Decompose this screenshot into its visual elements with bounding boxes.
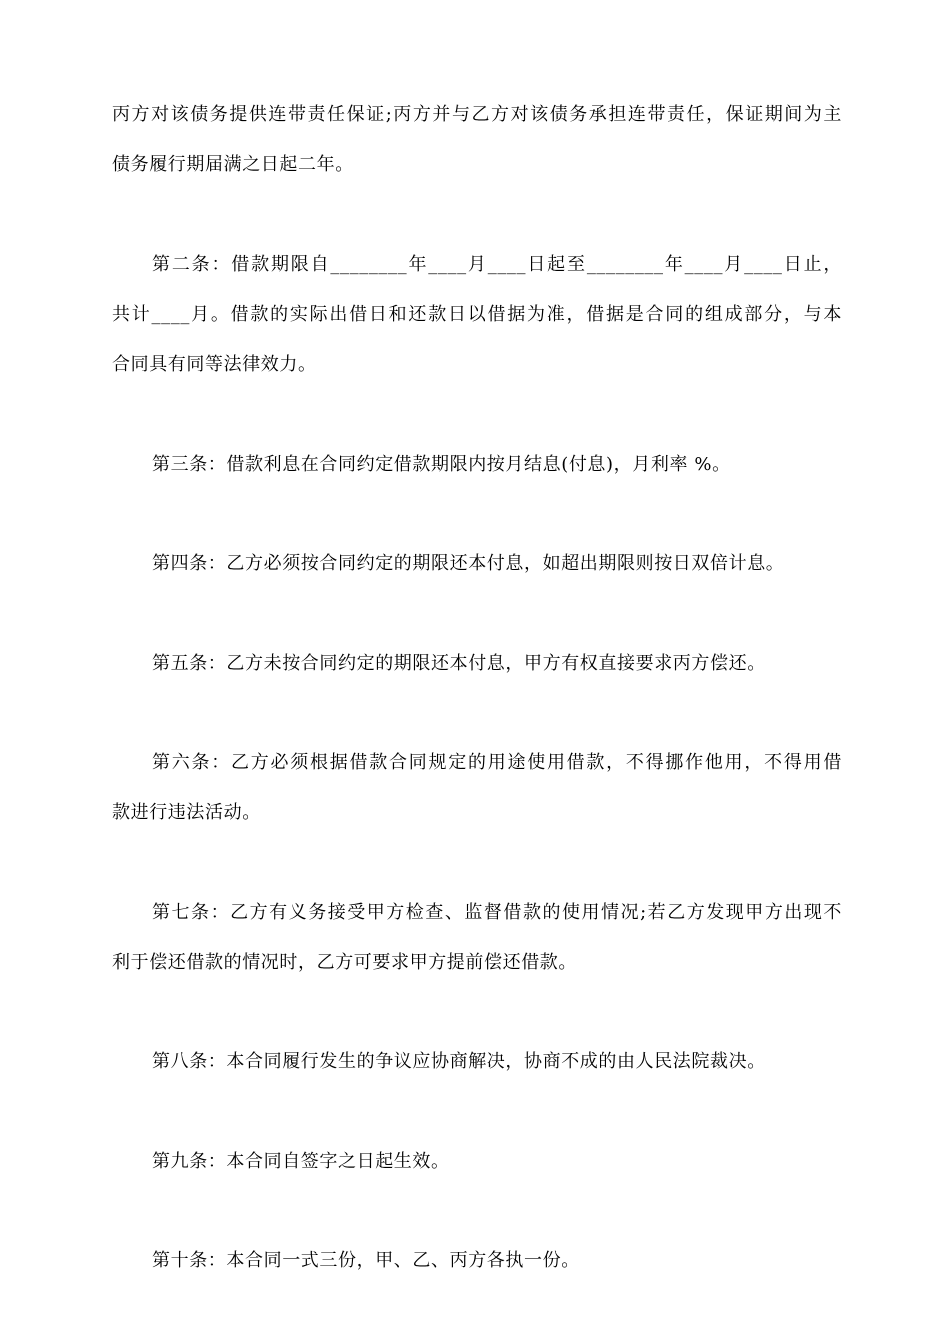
paragraph-line: 丙方对该债务提供连带责任保证;丙方并与乙方对该债务承担连带责任，保证期间为主 (112, 104, 842, 125)
article-4-line: 第四条：乙方必须按合同约定的期限还本付息，如超出期限则按日双倍计息。 (152, 553, 785, 574)
article-2-line: 共计____月。借款的实际出借日和还款日以借据为准，借据是合同的组成部分，与本 (112, 304, 842, 325)
article-3-line: 第三条：借款利息在合同约定借款期限内按月结息(付息)，月利率 %。 (152, 454, 731, 475)
article-8-line: 第八条：本合同履行发生的争议应协商解决，协商不成的由人民法院裁决。 (152, 1051, 766, 1072)
article-2-line: 第二条：借款期限自________年____月____日起至________年____月____日止， (152, 254, 842, 275)
article-9-line: 第九条：本合同自签字之日起生效。 (152, 1151, 450, 1172)
article-5-line: 第五条：乙方未按合同约定的期限还本付息，甲方有权直接要求丙方偿还。 (152, 653, 766, 674)
article-10-line: 第十条：本合同一式三份，甲、乙、丙方各执一份。 (152, 1250, 580, 1271)
paragraph-line: 债务履行期届满之日起二年。 (112, 154, 354, 175)
article-7-line: 利于偿还借款的情况时，乙方可要求甲方提前偿还借款。 (112, 952, 577, 973)
article-2-line: 合同具有同等法律效力。 (112, 354, 317, 375)
article-6-line: 款进行违法活动。 (112, 802, 261, 823)
article-6-line: 第六条：乙方必须根据借款合同规定的用途使用借款，不得挪作他用，不得用借 (152, 752, 842, 773)
article-7-line: 第七条：乙方有义务接受甲方检查、监督借款的使用情况;若乙方发现甲方出现不 (152, 902, 842, 923)
